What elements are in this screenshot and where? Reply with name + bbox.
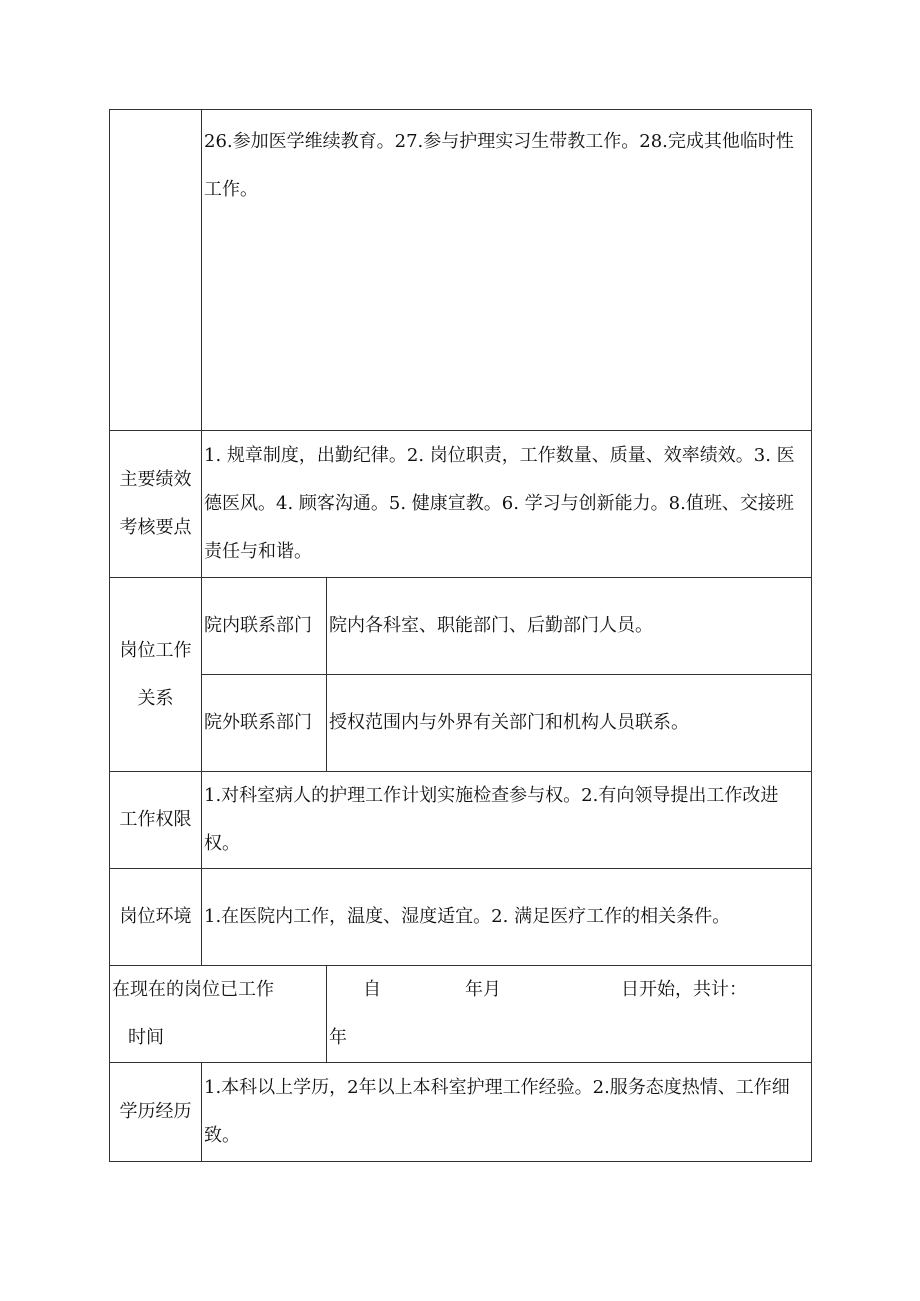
environment-row xyxy=(110,869,812,966)
performance-label-cell xyxy=(110,431,202,578)
duties-cell xyxy=(202,110,812,431)
environment-label: 岗位环境 xyxy=(119,906,192,927)
authority-row xyxy=(110,772,812,869)
external-text-cell xyxy=(327,675,812,772)
authority-cell xyxy=(202,772,812,869)
relations-label: 岗位工作关系 xyxy=(119,639,192,709)
external-label-cell xyxy=(202,675,327,772)
external-label: 院外联系部门 xyxy=(204,712,312,733)
performance-row xyxy=(110,431,812,578)
duties-text: 26.参加医学维续教育。27.参与护理实习生带教工作。28.完成其他临时性工作。 xyxy=(204,131,794,200)
authority-text: 1.对科室病人的护理工作计划实施检查参与权。2.有向领导提出工作改进权。 xyxy=(204,785,779,854)
tenure-date-line xyxy=(327,966,811,1014)
job-description-table xyxy=(109,109,812,1162)
tenure-value-cell xyxy=(327,966,812,1063)
duties-continued-row xyxy=(110,110,812,431)
tenure-from: 自 xyxy=(363,979,381,1000)
education-row xyxy=(110,1063,812,1162)
performance-cell xyxy=(202,431,812,578)
internal-text-cell xyxy=(327,578,812,675)
empty-label-cell xyxy=(110,110,202,431)
environment-text: 1.在医院内工作，温度、湿度适宜。2. 满足医疗工作的相关条件。 xyxy=(204,906,731,927)
performance-text: 1. 规章制度，出勤纪律。2. 岗位职责，工作数量、质量、效率绩效。3. 医德医风。4. 顾客沟通。5. 健康宣教。6. 学习与创新能力。8.值班、交接班责任与和谐。 xyxy=(204,445,795,562)
education-label: 学历经历 xyxy=(119,1101,192,1122)
environment-cell xyxy=(202,869,812,966)
tenure-day-start: 日开始，共计： xyxy=(621,979,747,1000)
tenure-year-month: 年月 xyxy=(465,979,501,1000)
relations-external-row xyxy=(110,675,812,772)
relations-label-cell xyxy=(110,578,202,772)
tenure-label-cell xyxy=(110,966,327,1063)
authority-label-cell xyxy=(110,772,202,869)
internal-label-cell xyxy=(202,578,327,675)
performance-label: 主要绩效考核要点 xyxy=(119,469,192,538)
external-text: 授权范围内与外界有关部门和机构人员联系。 xyxy=(329,712,689,733)
education-cell xyxy=(202,1063,812,1162)
environment-label-cell xyxy=(110,869,202,966)
education-label-cell xyxy=(110,1063,202,1162)
authority-label: 工作权限 xyxy=(119,809,192,830)
education-text: 1.本科以上学历，2年以上本科室护理工作经验。2.服务态度热情、工作细致。 xyxy=(204,1077,790,1146)
internal-label: 院内联系部门 xyxy=(204,615,312,636)
tenure-year: 年 xyxy=(329,1027,347,1048)
relations-internal-row xyxy=(110,578,812,675)
tenure-row xyxy=(110,966,812,1063)
tenure-label-line2: 时间 xyxy=(128,1027,164,1048)
tenure-label-line1: 在现在的岗位已工作 xyxy=(112,979,274,1000)
internal-text: 院内各科室、职能部门、后勤部门人员。 xyxy=(329,615,653,636)
